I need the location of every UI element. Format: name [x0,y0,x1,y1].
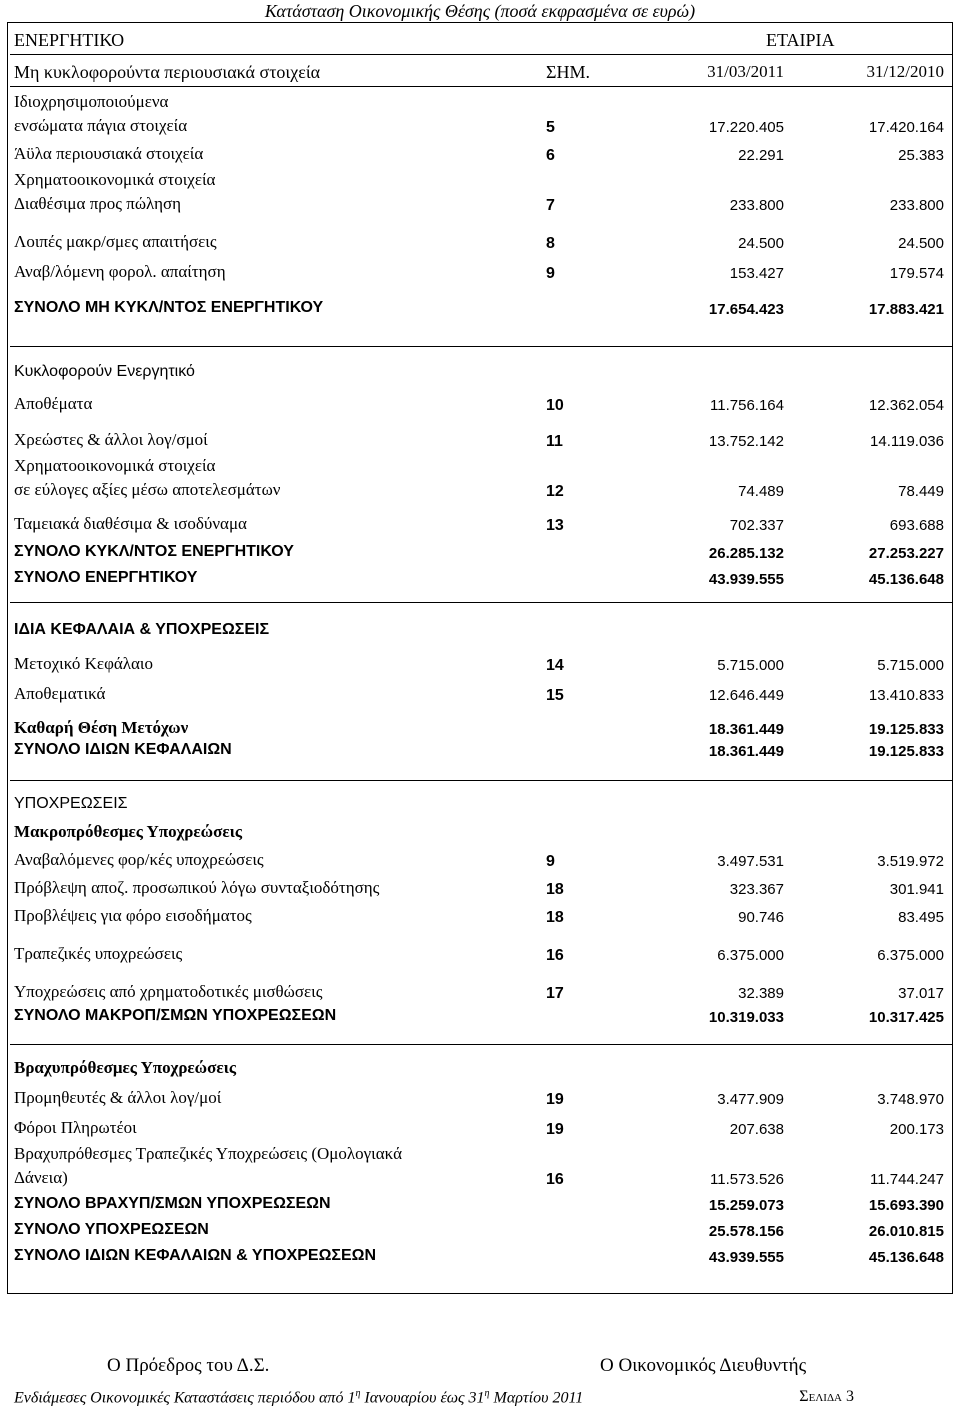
row-label: Υποχρεώσεις από χρηματοδοτικές μισθώσεις [14,982,323,1001]
table-row [14,390,950,416]
row-value-2010: 24.500 [898,235,944,252]
row-value-2010: 26.010.815 [868,1223,944,1240]
table-row [14,226,950,254]
table-row [14,540,950,564]
row-value-2011: 26.285.132 [708,545,784,562]
table-row [14,738,950,762]
row-label: Προβλέψεις για φόρο εισοδήματος [14,906,252,925]
column-header-2011: 31/03/2011 [707,62,784,81]
header-row-columns [14,60,950,84]
row-note: 8 [546,235,555,252]
table-row [14,936,950,966]
row-value-2010: 45.136.648 [868,571,944,588]
header-row-section [14,28,950,52]
section-divider [10,602,953,603]
row-label: ΣΥΝΟΛΟ ΒΡΑΧΥΠ/ΣΜΩΝ ΥΠΟΧΡΕΩΣΕΩΝ [14,1195,331,1212]
table-row [14,650,950,676]
row-note: 18 [546,909,564,926]
row-value-2010: 83.495 [898,909,944,926]
table-row [14,848,950,872]
row-label: ΣΥΝΟΛΟ ΕΝΕΡΓΗΤΙΚΟΥ [14,569,198,586]
row-value-2010: 179.574 [889,265,944,282]
row-label: Βραχυπρόθεσμες Τραπεζικές Υποχρεώσεις (Ομολογιακά Δάνεια) [14,1144,402,1187]
row-value-2011: 6.375.000 [717,947,784,964]
row-note: 17 [546,985,564,1002]
table-row [14,876,950,900]
table-row [14,1004,950,1028]
section-divider [10,780,953,781]
row-value-2011: 43.939.555 [708,571,784,588]
row-value-2011: 12.646.449 [708,687,784,704]
table-row [14,1192,950,1216]
table-row [14,680,950,706]
table-row [14,454,950,502]
row-note: 5 [546,119,555,136]
row-value-2010: 233.800 [889,197,944,214]
row-value-2010: 6.375.000 [877,947,944,964]
row-value-2011: 3.477.909 [717,1091,784,1108]
row-label: Ταμειακά διαθέσιμα & ισοδύναμα [14,514,247,533]
table-row [14,1056,950,1080]
row-label: Αναβ/λόμενη φορολ. απαίτηση [14,262,226,281]
row-value-2011: 18.361.449 [708,743,784,760]
row-label: Άϋλα περιουσιακά στοιχεία [14,144,204,163]
row-value-2010: 14.119.036 [870,433,944,450]
table-row [14,508,950,536]
footer-text-mid: Ιανουαρίου έως 31 [360,1389,485,1407]
row-label: Τραπεζικές υποχρεώσεις [14,944,183,963]
row-value-2011: 5.715.000 [717,657,784,674]
table-row [14,256,950,284]
row-value-2011: 22.291 [738,147,784,164]
row-note: 11 [546,433,563,450]
section-label: ΕΝΕΡΓΗΤΙΚΟ [14,30,125,50]
row-value-2010: 27.253.227 [868,545,944,562]
signature-chairman: Ο Πρόεδρος του Δ.Σ. [107,1355,270,1376]
table-row [14,140,950,166]
row-value-2010: 200.173 [889,1121,944,1138]
table-row [14,358,950,384]
row-value-2011: 11.756.164 [710,397,784,414]
row-value-2010: 17.420.164 [868,119,944,136]
row-label: ΥΠΟΧΡΕΩΣΕΙΣ [14,795,128,812]
row-note: 9 [546,265,555,282]
row-label: Προμηθευτές & άλλοι λογ/μοί [14,1088,222,1107]
section-divider [10,86,953,87]
row-value-2010: 45.136.648 [868,1249,944,1266]
table-row [14,1244,950,1268]
footer-sup-2: η [484,1388,490,1399]
table-row [14,1142,950,1190]
row-label: ΣΥΝΟΛΟ ΜΑΚΡΟΠ/ΣΜΩΝ ΥΠΟΧΡΕΩΣΕΩΝ [14,1007,337,1024]
row-note: 14 [546,657,564,674]
row-value-2011: 15.259.073 [708,1197,784,1214]
table-row [14,424,950,452]
row-value-2011: 24.500 [738,235,784,252]
row-value-2011: 13.752.142 [708,433,784,450]
table-row [14,1116,950,1140]
row-note: 10 [546,397,564,414]
table-row [14,792,950,816]
section-divider [10,346,953,347]
table-row [14,86,950,138]
row-note: 16 [546,947,564,964]
row-label: Ιδιοχρησιμοποιούμενα ενσώματα πάγια στοιχεία [14,92,188,135]
row-label: Αποθεματικά [14,684,106,703]
row-value-2011: 18.361.449 [708,721,784,738]
row-value-2010: 5.715.000 [877,657,944,674]
row-label: Μακροπρόθεσμες Υποχρεώσεις [14,822,243,841]
row-value-2010: 10.317.425 [868,1009,944,1026]
row-note: 19 [546,1091,564,1108]
row-label: ΣΥΝΟΛΟ ΙΔΙΩΝ ΚΕΦΑΛΑΙΩΝ [14,741,232,758]
subsection-label: Μη κυκλοφορούντα περιουσιακά στοιχεία [14,62,321,82]
table-row [14,904,950,928]
row-value-2011: 702.337 [729,517,784,534]
row-value-2011: 323.367 [729,881,784,898]
row-value-2011: 25.578.156 [708,1223,784,1240]
row-note: 18 [546,881,564,898]
row-label: ΣΥΝΟΛΟ ΥΠΟΧΡΕΩΣΕΩΝ [14,1221,209,1238]
row-value-2011: 207.638 [729,1121,784,1138]
row-note: 16 [546,1171,564,1188]
row-value-2011: 32.389 [738,985,784,1002]
row-value-2010: 693.688 [889,517,944,534]
table-row [14,974,950,1004]
table-row [14,1086,950,1110]
row-value-2010: 17.883.421 [868,301,944,318]
row-value-2011: 43.939.555 [708,1249,784,1266]
table-row [14,820,950,844]
row-value-2011: 17.654.423 [708,301,784,318]
row-note: 15 [546,687,564,704]
table-row [14,618,950,642]
row-note: 12 [546,483,564,500]
row-note: 19 [546,1121,564,1138]
row-label: ΙΔΙΑ ΚΕΦΑΛΑΙΑ & ΥΠΟΧΡΕΩΣΕΙΣ [14,621,270,638]
row-label: Φόροι Πληρωτέοι [14,1118,137,1137]
row-value-2010: 3.748.970 [877,1091,944,1108]
row-value-2010: 78.449 [898,483,944,500]
row-label: Λοιπές μακρ/σμες απαιτήσεις [14,232,217,251]
row-label: Αναβαλόμενες φορ/κές υποχρεώσεις [14,850,264,869]
row-value-2010: 19.125.833 [868,743,944,760]
row-value-2011: 233.800 [729,197,784,214]
row-note: 7 [546,197,555,214]
row-value-2011: 74.489 [738,483,784,500]
row-label: ΣΥΝΟΛΟ ΚΥΚΛ/ΝΤΟΣ ΕΝΕΡΓΗΤΙΚΟΥ [14,543,294,560]
table-row [14,1218,950,1242]
row-value-2010: 15.693.390 [868,1197,944,1214]
section-divider [10,1044,953,1045]
row-label: Πρόβλεψη αποζ. προσωπικού λόγω συνταξιοδότησης [14,878,380,897]
note-column-header: ΣΗΜ. [546,62,590,82]
row-label: Καθαρή Θέση Μετόχων [14,718,189,737]
table-row [14,166,950,216]
row-value-2011: 17.220.405 [708,119,784,136]
row-label: Χρηματοοικονομικά στοιχεία σε εύλογες αξίες μέσω αποτελεσμάτων [14,456,281,499]
row-label: Χρεώστες & άλλοι λογ/σμοί [14,430,208,449]
row-value-2011: 10.319.033 [708,1009,784,1026]
page-title: Κατάσταση Οικονομικής Θέσης (ποσά εκφρασμένα σε ευρώ) [264,1,696,21]
signature-cfo: Ο Οικονομικός Διευθυντής [600,1355,807,1376]
row-value-2010: 11.744.247 [870,1171,944,1188]
row-value-2010: 37.017 [898,985,944,1002]
row-value-2010: 19.125.833 [868,721,944,738]
row-note: 13 [546,517,564,534]
row-value-2010: 12.362.054 [868,397,944,414]
table-row [14,566,950,590]
row-value-2011: 90.746 [738,909,784,926]
row-value-2011: 153.427 [729,265,784,282]
entity-label: ΕΤΑΙΡΙΑ [766,30,835,50]
row-label: ΣΥΝΟΛΟ ΙΔΙΩΝ ΚΕΦΑΛΑΙΩΝ & ΥΠΟΧΡΕΩΣΕΩΝ [14,1247,377,1264]
table-row [14,290,950,320]
row-label: Χρηματοοικονομικά στοιχεία Διαθέσιμα προς πώληση [14,170,216,213]
row-note: 9 [546,853,555,870]
row-note: 6 [546,147,555,164]
row-value-2011: 11.573.526 [710,1171,784,1188]
column-header-2010: 31/12/2010 [866,62,944,81]
footer-text-start: Ενδιάμεσες Οικονομικές Καταστάσεις περιόδου από 1 [14,1389,356,1407]
row-value-2010: 301.941 [889,881,944,898]
row-label: Αποθέματα [14,394,93,413]
row-value-2010: 25.383 [898,147,944,164]
row-label: ΣΥΝΟΛΟ ΜΗ ΚΥΚΛ/ΝΤΟΣ ΕΝΕΡΓΗΤΙΚΟΥ [14,299,324,316]
section-divider [10,54,953,55]
row-value-2011: 3.497.531 [717,853,784,870]
row-label: Κυκλοφορούν Ενεργητικό [14,363,195,380]
page-number: Σελιδα 3 [799,1388,854,1405]
table-row [14,712,950,740]
row-value-2010: 13.410.833 [868,687,944,704]
footer-sup-1: η [355,1388,361,1399]
row-label: Βραχυπρόθεσμες Υποχρεώσεις [14,1058,237,1077]
row-label: Μετοχικό Κεφάλαιο [14,654,154,673]
page-footer [14,1388,954,1407]
row-value-2010: 3.519.972 [877,853,944,870]
footer-text-end: Μαρτίου 2011 [489,1389,584,1407]
